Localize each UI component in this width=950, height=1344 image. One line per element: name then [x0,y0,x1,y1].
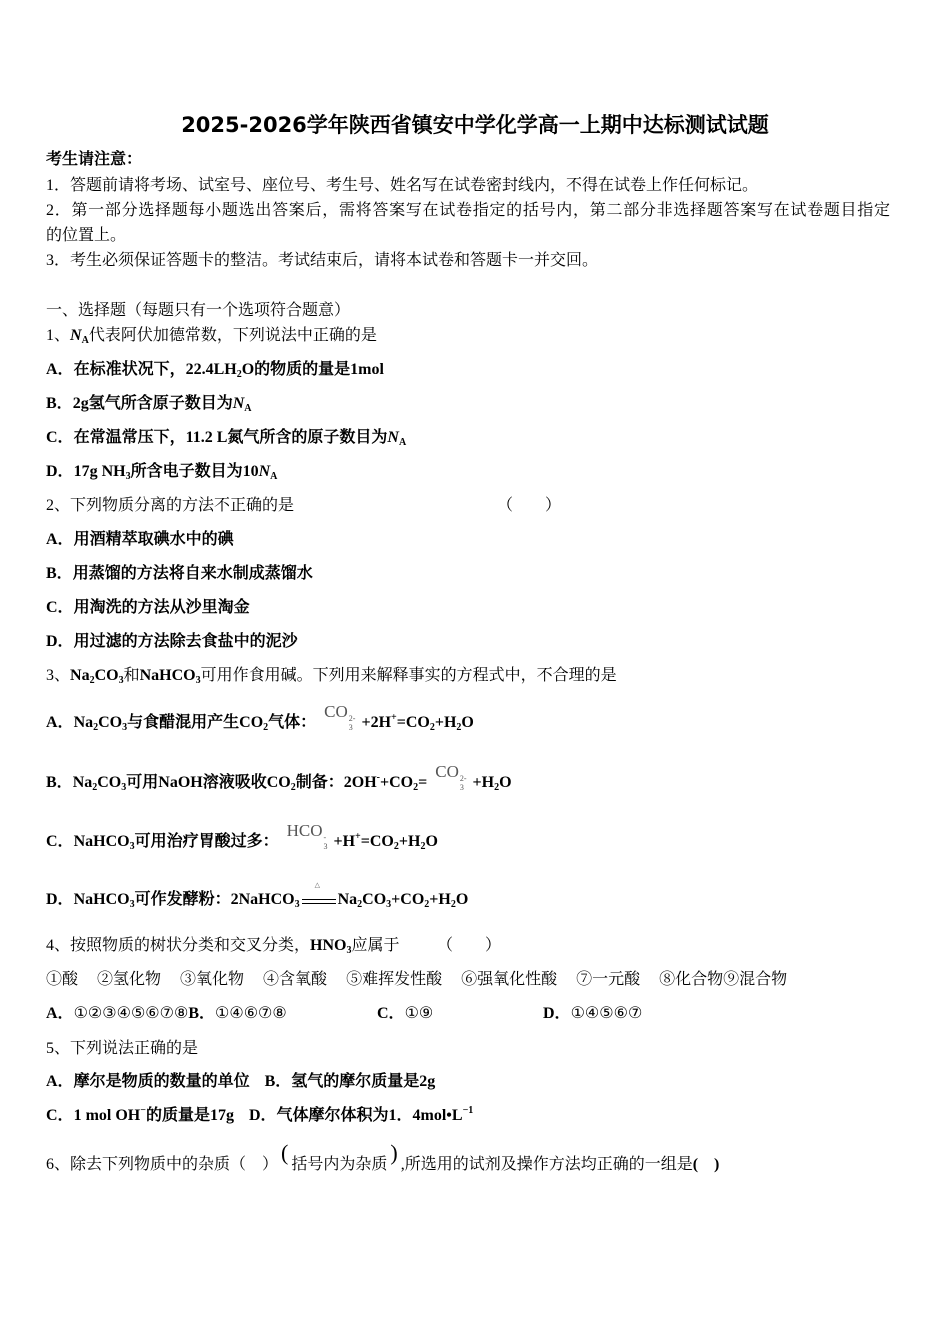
answer-blank: （ ） [497,497,562,514]
heat-condition-icon: △ [314,881,320,889]
notice-item-3: 3．考生必须保证答题卡的整洁。考试结束后，请将本试卷和答题卡一并交回。 [46,252,599,269]
subscript: 2 [424,899,430,910]
question-4-stem [46,936,506,956]
option-text: 可用治疗胃酸过多： [134,833,279,850]
option-text: 制备： [295,774,344,791]
choice-item: ③氧化物 [180,971,245,988]
left-parenthesis: ( [281,1140,289,1165]
question-1-option-b [46,394,252,414]
subscript: 3 [129,899,135,910]
question-3-option-b [46,762,512,793]
question-text: 6、除去下列物质中的杂质（ ） [46,1156,279,1173]
subscript: 2 [357,899,363,910]
question-3-option-a [46,702,474,733]
option-text: 所含电子数目为 [130,463,243,480]
option-label: A． [46,531,74,548]
subscript: 3 [294,899,300,910]
superscript: - [376,772,380,783]
option-text: ①⑨ [404,1005,434,1022]
formula-text: = [418,774,428,791]
choice-item: ⑧化合物 [659,971,724,988]
question-1-option-d [46,462,277,482]
formula-text: O [461,714,474,731]
choice-item: ④含氧酸 [263,971,328,988]
subscript: 3 [129,841,135,852]
formula-text: NaOH [158,774,203,791]
choice-item: ①酸 [46,971,79,988]
question-1-option-c [46,428,406,448]
formula-base: CO [324,702,348,721]
question-4-options [46,1004,686,1024]
option-text: 1 mol OH [73,1107,141,1124]
subscript: 3 [195,675,201,686]
notice-item-1: 1．答题前请将考场、试室号、座位号、考生号、姓名写在试卷密封线内，不得在试卷上作任何标记。 [46,177,759,194]
subscript: 2 [263,722,269,733]
subscript: 2 [290,782,296,793]
formula-charge: - [323,833,327,842]
question-3-stem [46,666,617,686]
subscript: 3 [125,471,131,482]
formula-text: O [425,833,438,850]
avogadro-symbol: N [258,463,271,480]
question-2-option-a [46,530,234,550]
option-text: 氢气的摩尔质量是2g [291,1073,436,1090]
carbonate-ion-formula [324,702,355,732]
option-label: D． [46,463,74,480]
option-label: B． [188,1005,215,1022]
subscript: 2 [494,782,500,793]
question-1-stem [46,326,377,346]
question-text: 括号内为杂质 [291,1156,388,1173]
option-text: 用淘洗的方法从沙里淘金 [73,599,250,616]
formula-charge: 2- [459,774,467,783]
formula-text: Na [70,667,90,684]
right-parenthesis: ) [390,1140,398,1165]
formula-text: NaHCO [73,833,130,850]
formula-subscript: 3 [348,723,353,732]
question-2-option-c [46,598,250,618]
formula-index-stack [460,774,467,792]
formula-text: Na [72,774,93,791]
question-text: 代表阿伏加德常数，下列说法中正确的是 [88,327,377,344]
formula-text: +H [472,774,495,791]
option-text: 在标准状况下， [73,361,186,378]
notice-heading: 考生请注意： [46,151,143,168]
option-text: 用蒸馏的方法将自来水制成蒸馏水 [72,565,313,582]
option-text: 的物质的量是 [254,361,351,378]
formula-text: CO [239,714,264,731]
option-label: A． [46,361,74,378]
formula-charge: 2- [348,714,356,723]
notice-item-2-continued: 的位置上。 [46,227,127,244]
option-label: D． [46,633,74,650]
question-3-option-c [46,821,438,852]
option-label: D． [543,1005,571,1022]
option-text: 可作发酵粉： [134,891,231,908]
question-text: 可用作食用碱。下列用来解释事实的方程式中，不合理的是 [200,667,617,684]
option-label: A． [46,1005,74,1022]
choice-item: ⑦一元酸 [576,971,641,988]
option-text: 用酒精萃取碘水中的碘 [73,531,234,548]
subscript: 2 [393,841,399,852]
formula-text: =CO [360,833,394,850]
formula-text: +H [429,891,451,908]
question-5-options-ab [46,1072,435,1092]
subscript: 2 [92,782,98,793]
formula-text: Na [337,891,358,908]
formula-text: 2NaHCO [230,891,295,908]
option-label: C． [46,1107,74,1124]
quantity-text: 2g [72,395,89,412]
option-text: 的质量是17g [145,1107,234,1124]
option-label: C． [46,599,74,616]
formula-text: Na [73,714,94,731]
option-text: 与食醋混用产生 [127,714,240,731]
subscript: 2 [420,841,426,852]
formula-text: +2H [361,714,392,731]
question-2-stem [46,496,566,516]
option-text: 摩尔是物质的数量的单位 [73,1073,250,1090]
question-text: 和 [123,667,140,684]
subscript: 2 [413,782,419,793]
double-line [302,899,336,904]
formula-text: O [455,891,469,908]
subscript: A [81,335,89,346]
avogadro-symbol: N [70,327,82,344]
quantity-text: 1mol [350,361,384,378]
option-label: D． [46,891,74,908]
option-label: B． [46,565,73,582]
option-text: 用过滤的方法除去食盐中的泥沙 [73,633,298,650]
superscript: −1 [462,1105,474,1116]
carbonate-ion-formula [435,762,466,792]
option-label: B． [46,395,73,412]
option-label: B． [46,774,73,791]
option-text: 气体摩尔体积为1．4mol•L [276,1107,463,1124]
question-3-option-d [46,881,469,910]
question-text: 应属于 [351,937,400,954]
formula-base: HCO [286,821,323,840]
formula-subscript: 3 [323,842,328,851]
formula-text: CO [266,774,291,791]
formula-text: CO [94,667,119,684]
option-text: 可用 [126,774,159,791]
notice-item-2: 2．第一部分选择题每小题选出答案后，需将答案写在试卷指定的括号内，第二部分非选择题答案写在试卷题目指定 [46,202,890,219]
formula-text: 2OH [343,774,377,791]
formula-base: CO [435,762,459,781]
subscript: 2 [456,722,462,733]
question-2-option-b [46,564,313,584]
formula-text: O [241,361,255,378]
choice-item: ⑥强氧化性酸 [461,971,558,988]
formula-text: NaHCO [139,667,196,684]
question-text: 4、按照物质的树状分类和交叉分类， [46,937,311,954]
superscript: + [391,712,397,723]
question-number: 1、 [46,327,71,344]
option-text: 在常温常压下， [73,429,186,446]
question-text: 2、下列物质分离的方法不正确的是 [46,497,295,514]
superscript: − [140,1105,146,1116]
subscript: A [398,437,407,448]
formula-text: O [499,774,512,791]
section-heading: 一、选择题（每题只有一个选项符合题意） [46,302,351,319]
formula-text: CO [97,774,122,791]
subscript: A [270,471,278,482]
formula-text: HNO [310,937,347,954]
subscript: 2 [429,722,435,733]
choice-item: ⑤难挥发性酸 [346,971,443,988]
question-4-option-d [543,1004,642,1024]
option-text: ①④⑥⑦⑧ [215,1005,287,1022]
question-6-stem [46,1140,720,1173]
option-text: 氮气所含的原子数目为 [227,429,388,446]
subscript: 2 [236,369,242,380]
option-label: A． [46,714,74,731]
formula-text: =CO [396,714,430,731]
formula-text: +H [434,714,457,731]
option-text: ①④⑤⑥⑦ [570,1005,643,1022]
option-label: B． [264,1073,292,1090]
question-4-choice-list [46,970,787,990]
formula-text: CO [98,714,123,731]
subscript: 3 [121,782,127,793]
option-text: ①②③④⑤⑥⑦⑧ [73,1005,189,1022]
formula-text: +H [398,833,421,850]
subscript: 3 [346,945,352,956]
subscript: 3 [118,675,124,686]
question-5-stem: 5、下列说法正确的是 [46,1040,199,1057]
formula-text: NaHCO [73,891,130,908]
avogadro-symbol: N [387,429,399,446]
subscript: 3 [122,722,128,733]
formula-text: 22.4LH [185,361,237,378]
subscript: 2 [89,675,95,686]
formula-subscript: 3 [459,783,464,792]
formula-index-stack [349,714,356,732]
choice-item: ⑨混合物 [723,971,788,988]
formula-index-stack [323,833,327,851]
quantity-text: 10 [242,463,259,480]
quantity-text: 11.2 L [185,429,228,446]
formula-text: +CO [391,891,425,908]
question-2-option-d [46,632,298,652]
subscript: 2 [93,722,99,733]
heating-equals-sign [302,881,336,910]
subscript: A [244,403,252,414]
option-text: 溶液吸收 [202,774,267,791]
question-5-options-cd [46,1106,473,1126]
question-1-option-a [46,360,384,380]
exam-title: 2025-2026学年陕西省镇安中学化学高一上期中达标测试试题 [181,113,769,137]
bicarbonate-ion-formula [287,821,328,851]
subscript: 2 [450,899,456,910]
formula-text: +CO [379,774,414,791]
avogadro-symbol: N [232,395,245,412]
option-label: C． [46,429,74,446]
choice-item: ②氢化物 [97,971,162,988]
option-label: A． [46,1073,74,1090]
subscript: 3 [386,899,392,910]
option-label: C． [377,1005,405,1022]
question-4-option-c [377,1004,433,1024]
option-text: 氢气所含原子数目为 [88,395,233,412]
superscript: + [355,831,361,842]
formula-text: +H [333,833,356,850]
option-text: 气体： [268,714,317,731]
answer-blank: ( ) [692,1156,720,1173]
formula-text: CO [362,891,387,908]
answer-blank: （ ） [437,937,502,954]
option-label: D． [248,1107,277,1124]
question-number: 3、 [46,667,71,684]
option-label: C． [46,833,74,850]
question-text: ,所选用的试剂及操作方法均正确的一组是 [400,1156,693,1173]
formula-text: 17g NH [73,463,126,480]
